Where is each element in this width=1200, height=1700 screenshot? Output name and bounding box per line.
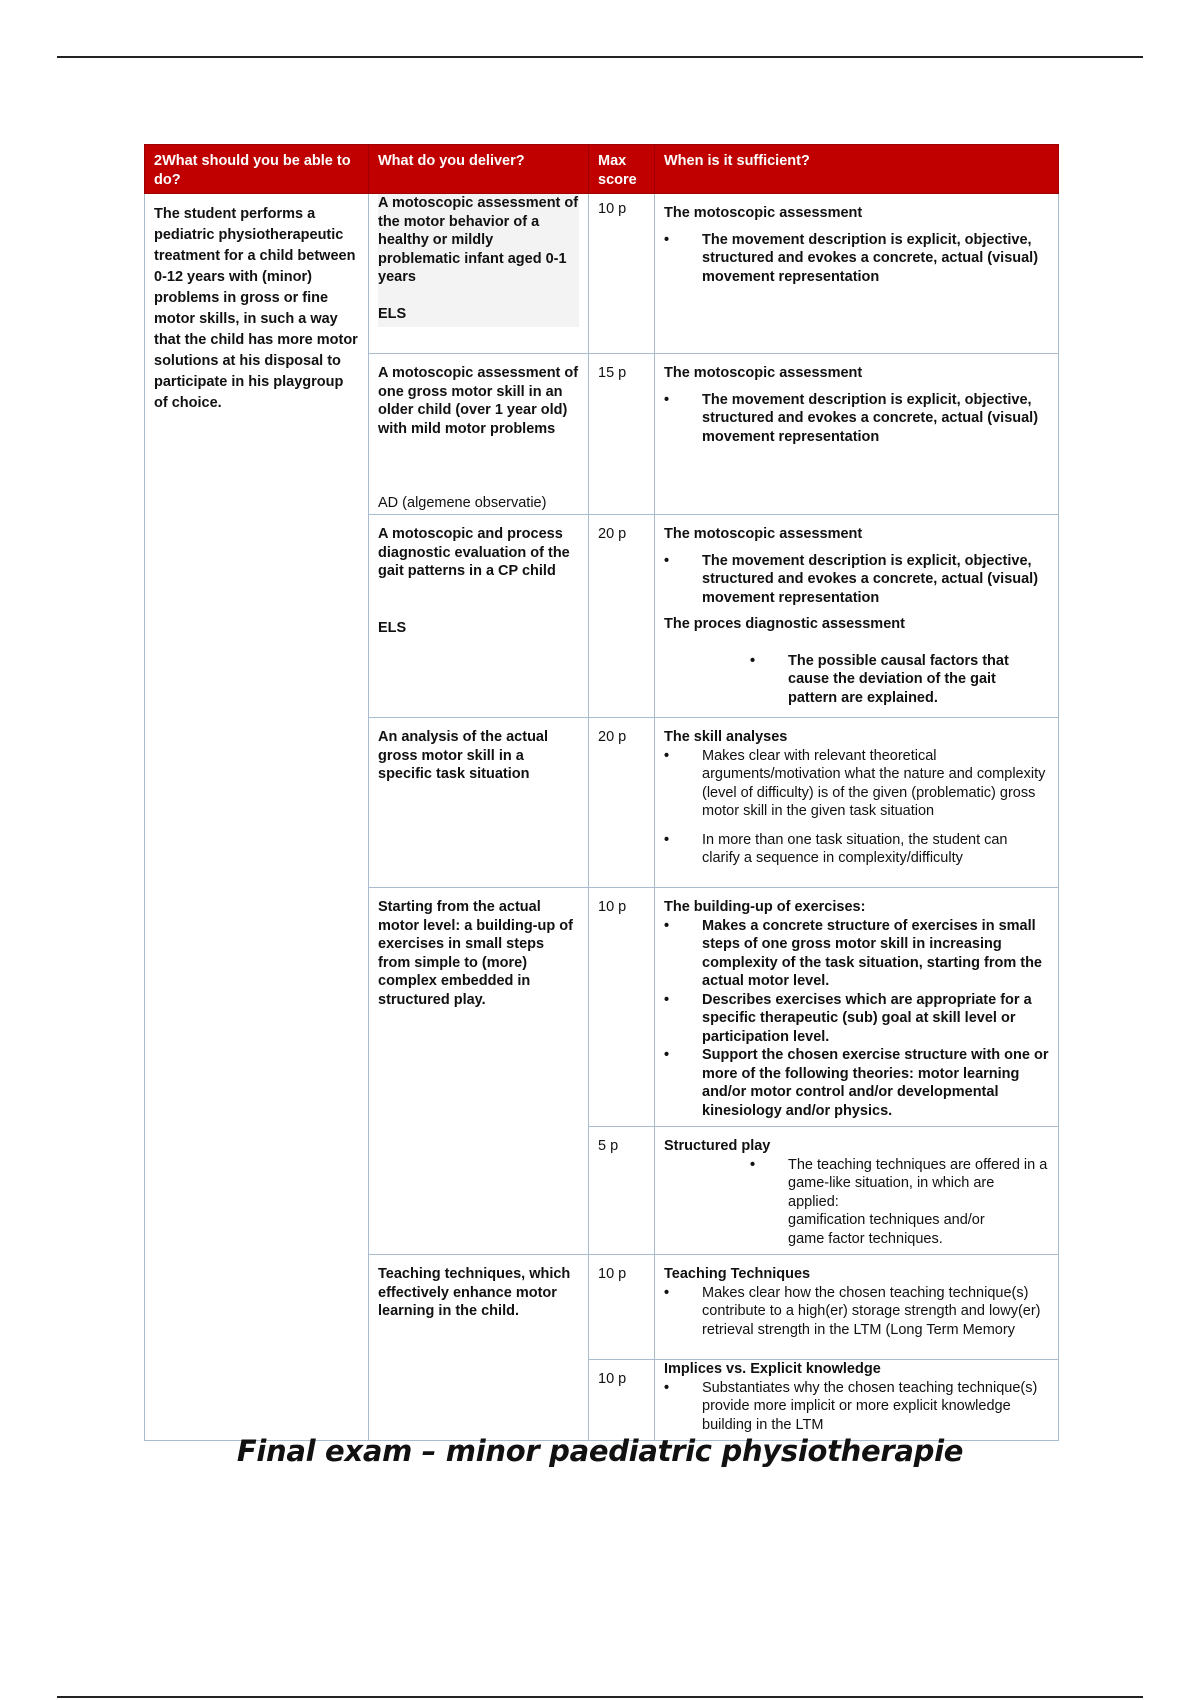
criteria-heading: The motoscopic assessment	[664, 526, 863, 542]
criteria-heading: Implices vs. Explicit knowledge	[664, 1361, 881, 1377]
criteria-cell	[655, 1127, 1059, 1255]
criteria-heading: Structured play	[664, 1138, 771, 1154]
header-criteria: When is it sufficient?	[655, 145, 1059, 194]
deliverable-note: ELS	[378, 305, 407, 322]
table-header-row	[145, 145, 1059, 194]
criteria-bullet: • In more than one task situation, the student can clarify a sequence in complexity/difficulty	[702, 831, 1049, 868]
criteria-subline: game factor techniques.	[788, 1230, 943, 1247]
criteria-bullet: • The teaching techniques are offered in a game-like situation, in which are applied:	[788, 1156, 1049, 1212]
criteria-heading: The building-up of exercises:	[664, 899, 866, 915]
criteria-bullet: • Substantiates why the chosen teaching technique(s) provide more implicit or more explicit knowledge building in the LTM	[702, 1379, 1049, 1435]
deliverable-note: ELS	[378, 619, 407, 636]
criteria-bullet: • Describes exercises which are appropriate for a specific therapeutic (sub) goal at skill level or participation level.	[702, 991, 1049, 1047]
bottom-rule	[57, 1696, 1143, 1698]
criteria-cell	[655, 515, 1059, 718]
criteria-bullet: • The movement description is explicit, objective, structured and evokes a concrete, actual (visual) movement representation	[702, 391, 1049, 447]
criteria-cell	[655, 354, 1059, 515]
score-cell: 20 p	[589, 718, 655, 888]
deliverable-note: AD (algemene observatie)	[378, 494, 547, 511]
score-cell: 10 p	[589, 1360, 655, 1441]
score-cell: 10 p	[589, 1255, 655, 1360]
criteria-cell	[655, 718, 1059, 888]
criteria-bullet: • Makes clear how the chosen teaching technique(s) contribute to a high(er) storage strength and lowy(er) retrieval strength in the LTM (Long Term Memory	[702, 1284, 1049, 1340]
criteria-cell	[655, 1360, 1059, 1441]
criteria-heading: The motoscopic assessment	[664, 205, 863, 221]
document-title: Final exam – minor paediatric physiotherapie	[236, 1434, 964, 1468]
header-max-score: Max score	[589, 145, 655, 194]
deliverable-text: A motoscopic assessment of one gross motor skill in an older child (over 1 year old) with mild motor problems	[378, 365, 579, 437]
deliverable-text: Starting from the actual motor level: a building-up of exercises in small steps from simple to (more) complex embedded in structured play.	[378, 899, 573, 1008]
criteria-heading: Teaching Techniques	[664, 1266, 811, 1282]
criteria-subline: gamification techniques and/or	[788, 1212, 985, 1228]
deliverable-cell	[369, 515, 589, 718]
header-competence: 2What should you be able to do?	[145, 145, 369, 194]
criteria-bullet: • Makes a concrete structure of exercises in small steps of one gross motor skill in increasing complexity of the task situation, starting from the actual motor level.	[702, 917, 1049, 991]
header-deliverable: What do you deliver?	[369, 145, 589, 194]
score-cell: 15 p	[589, 354, 655, 515]
criteria-cell	[655, 888, 1059, 1127]
competence-description: The student performs a pediatric physiotherapeutic treatment for a child between 0-12 years with (minor) problems in gross or fine motor skills, in such a way that the child has more motor solutions at his disposal to participate in his playgroup of choice.	[145, 194, 369, 1441]
criteria-bullet: • The movement description is explicit, objective, structured and evokes a concrete, actual (visual) movement representation	[702, 231, 1049, 287]
criteria-heading: The skill analyses	[664, 729, 788, 745]
deliverable-text: A motoscopic and process diagnostic evaluation of the gait patterns in a CP child	[378, 526, 570, 579]
criteria-bullet: • Support the chosen exercise structure with one or more of the following theories: motor learning and/or motor control and/or developmental kinesiology and/or physics.	[702, 1046, 1049, 1120]
deliverable-cell	[369, 888, 589, 1255]
score-cell: 20 p	[589, 515, 655, 718]
criteria-bullet: • The movement description is explicit, objective, structured and evokes a concrete, actual (visual) movement representation	[702, 552, 1049, 608]
score-cell: 10 p	[589, 194, 655, 354]
deliverable-text: A motoscopic assessment of the motor behavior of a healthy or mildly problematic infant aged 0-1 years	[378, 195, 579, 285]
score-cell: 10 p	[589, 888, 655, 1127]
criteria-heading: The motoscopic assessment	[664, 365, 863, 381]
deliverable-text: An analysis of the actual gross motor skill in a specific task situation	[378, 729, 549, 782]
deliverable-cell	[369, 194, 589, 354]
score-cell: 5 p	[589, 1127, 655, 1255]
criteria-bullet: • Makes clear with relevant theoretical arguments/motivation what the nature and complexity (level of difficulty) is of the given (problematic) gross motor skill in the given task situation	[702, 747, 1049, 821]
deliverable-cell	[369, 354, 589, 515]
deliverable-text: Teaching techniques, which effectively enhance motor learning in the child.	[378, 1266, 571, 1319]
top-rule	[57, 56, 1143, 58]
criteria-cell	[655, 1255, 1059, 1360]
table-row	[145, 194, 1059, 354]
criteria-heading-2: The proces diagnostic assessment	[664, 616, 905, 632]
deliverable-cell	[369, 1255, 589, 1441]
deliverable-cell	[369, 718, 589, 888]
assessment-rubric-table	[144, 144, 1059, 1441]
criteria-bullet: • The possible causal factors that cause the deviation of the gait pattern are explained.	[788, 652, 1049, 708]
criteria-cell	[655, 194, 1059, 354]
